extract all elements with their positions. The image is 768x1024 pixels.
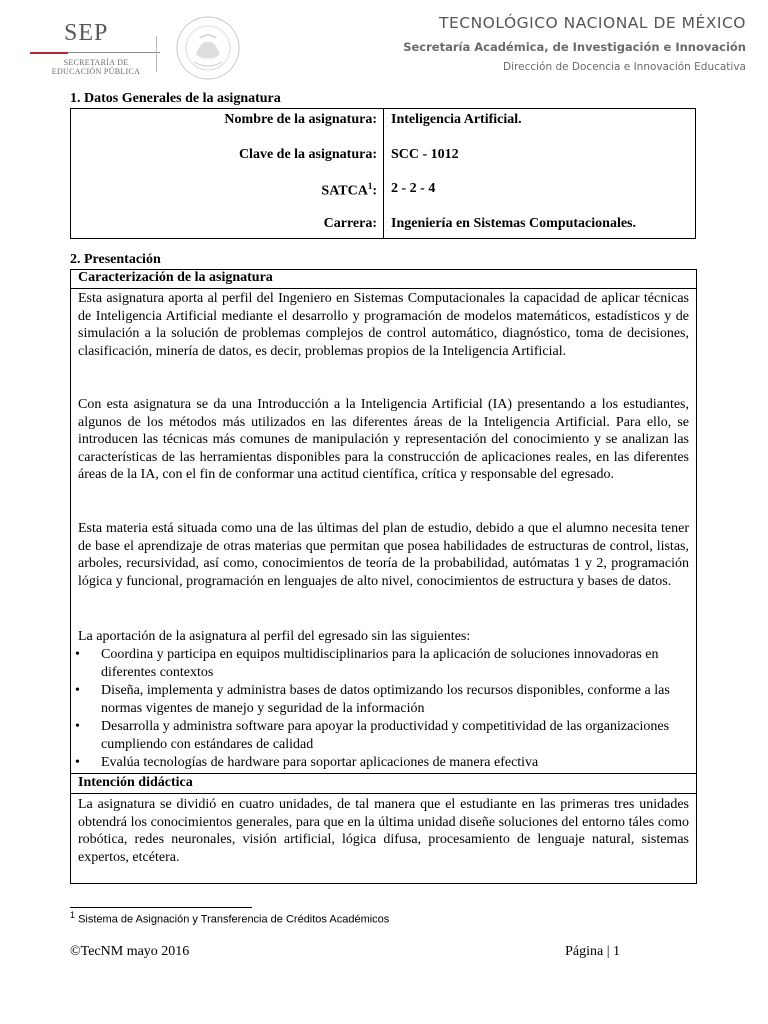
- row-value: SCC - 1012: [391, 147, 459, 162]
- paragraph: Con esta asignatura se da una Introducción a la Inteligencia Artificial (IA) presentando a los estudiantes, algunos de los métodos más utilizados en las diferentes áreas de la Inteligencia Artificial. Para ello, se introducen las técnicas más comunes de manipulación y representación del conocimiento y se analizan las características de las herramientas disponibles para la construcción de aplicaciones reales, en las diferentes áreas de la IA, con el fin de conformar una actitud científica, crítica y responsable del egresado.: [78, 397, 689, 482]
- list-item-text: Coordina y participa en equipos multidisciplinarios para la aplicación de soluciones innovadoras en diferentes contextos: [101, 647, 659, 680]
- bullet-icon: •: [75, 755, 80, 770]
- sep-subtitle-line1: SECRETARÍA DE: [63, 58, 129, 67]
- caracterizacion-heading: Caracterización de la asignatura: [78, 270, 273, 285]
- row-value: 2 - 2 - 4: [391, 181, 436, 196]
- list-item-text: Desarrolla y administra software para apoyar la productividad y competitividad de las organizaciones cumpliendo con estándares de calidad: [101, 719, 670, 752]
- footer-page-number: Página | 1: [565, 944, 620, 959]
- directorate-name: Dirección de Docencia e Innovación Educativa: [503, 61, 746, 73]
- mexico-seal-icon: [170, 14, 246, 82]
- sep-subtitle: [28, 58, 164, 76]
- intencion-paragraph: La asignatura se dividió en cuatro unidades, de tal manera que el estudiante en las primeras tres unidades obtendrá los conocimientos generales, para que en la última unidad diseñe soluciones del entorno táles como robótica, redes neuronales, visión artificial, lógica difusa, procesamiento de lenguaje natural, sistemas expertos, etcétera.: [78, 797, 689, 865]
- list-item-text: Diseña, implementa y administra bases de datos optimizando los recursos disponibles, conforme a las normas vigentes de manejo y seguridad de la información: [101, 683, 670, 716]
- sep-subtitle-line2: EDUCACIÓN PÚBLICA: [51, 67, 141, 76]
- table-divider: [383, 109, 384, 238]
- bullet-icon: •: [75, 683, 80, 698]
- presentation-table: [70, 269, 697, 884]
- row-divider: [71, 773, 696, 774]
- row-label: [321, 181, 377, 200]
- paragraph: Esta materia está situada como una de las últimas del plan de estudio, debido a que el alumno necesita tener de base el aprendizaje de otras materias que permitan que posea habilidades de estructuras de control, listas, arboles, recursividad, así como, conocimientos de teoría de la probabilidad, autómatas 1 y 2, programación lógica y funcional, programación en lenguajes de alto nivel, conocimientos de estructura y bases de datos.: [78, 521, 689, 589]
- sep-divider-accent: [30, 52, 68, 54]
- section1-title: 1. Datos Generales de la asignatura: [70, 91, 281, 106]
- row-label: Clave de la asignatura:: [238, 147, 377, 162]
- row-label: Carrera:: [323, 216, 377, 231]
- paragraph: Esta asignatura aporta al perfil del Ingeniero en Sistemas Computacionales la capacidad de aplicar técnicas de Inteligencia Artificial mediante el desarrollo y programación de modelos matemáticos, estadísticos y de simulación a la solución de problemas complejos de control automático, diagnóstico, toma de decisiones, clasificación, minería de datos, es decir, problemas propios de la Inteligencia Artificial.: [78, 291, 689, 359]
- secretariat-name: Secretaría Académica, de Investigación e Innovación: [403, 40, 746, 54]
- bullet-icon: •: [75, 719, 80, 734]
- label-colon: :: [372, 183, 377, 199]
- footnote-separator: [70, 907, 252, 908]
- intencion-heading: Intención didáctica: [78, 775, 193, 790]
- section2-title: 2. Presentación: [70, 252, 161, 267]
- footnote: [70, 910, 389, 926]
- institution-name: TECNOLÓGICO NACIONAL DE MÉXICO: [438, 14, 746, 32]
- footer-copyright: ©TecNM mayo 2016: [70, 944, 190, 959]
- footnote-ref: 1: [367, 181, 373, 191]
- list-item-text: Evalúa tecnologías de hardware para soportar aplicaciones de manera efectiva: [101, 755, 539, 770]
- row-value: Inteligencia Artificial.: [391, 112, 522, 127]
- sep-logo: [28, 16, 164, 78]
- logo-separator: [156, 36, 157, 72]
- paragraph: La aportación de la asignatura al perfil del egresado sin las siguientes:: [78, 629, 471, 644]
- sep-logo-text: SEP: [64, 20, 109, 46]
- general-data-table: [70, 108, 696, 239]
- row-divider: [71, 793, 696, 794]
- bullet-icon: •: [75, 647, 80, 662]
- row-value: Ingeniería en Sistemas Computacionales.: [391, 216, 636, 231]
- row-divider: [71, 288, 696, 289]
- satca-label: SATCA: [321, 183, 368, 199]
- row-label: Nombre de la asignatura:: [224, 112, 377, 127]
- footnote-number: 1: [70, 910, 76, 920]
- footnote-text: Sistema de Asignación y Transferencia de Créditos Académicos: [75, 913, 390, 926]
